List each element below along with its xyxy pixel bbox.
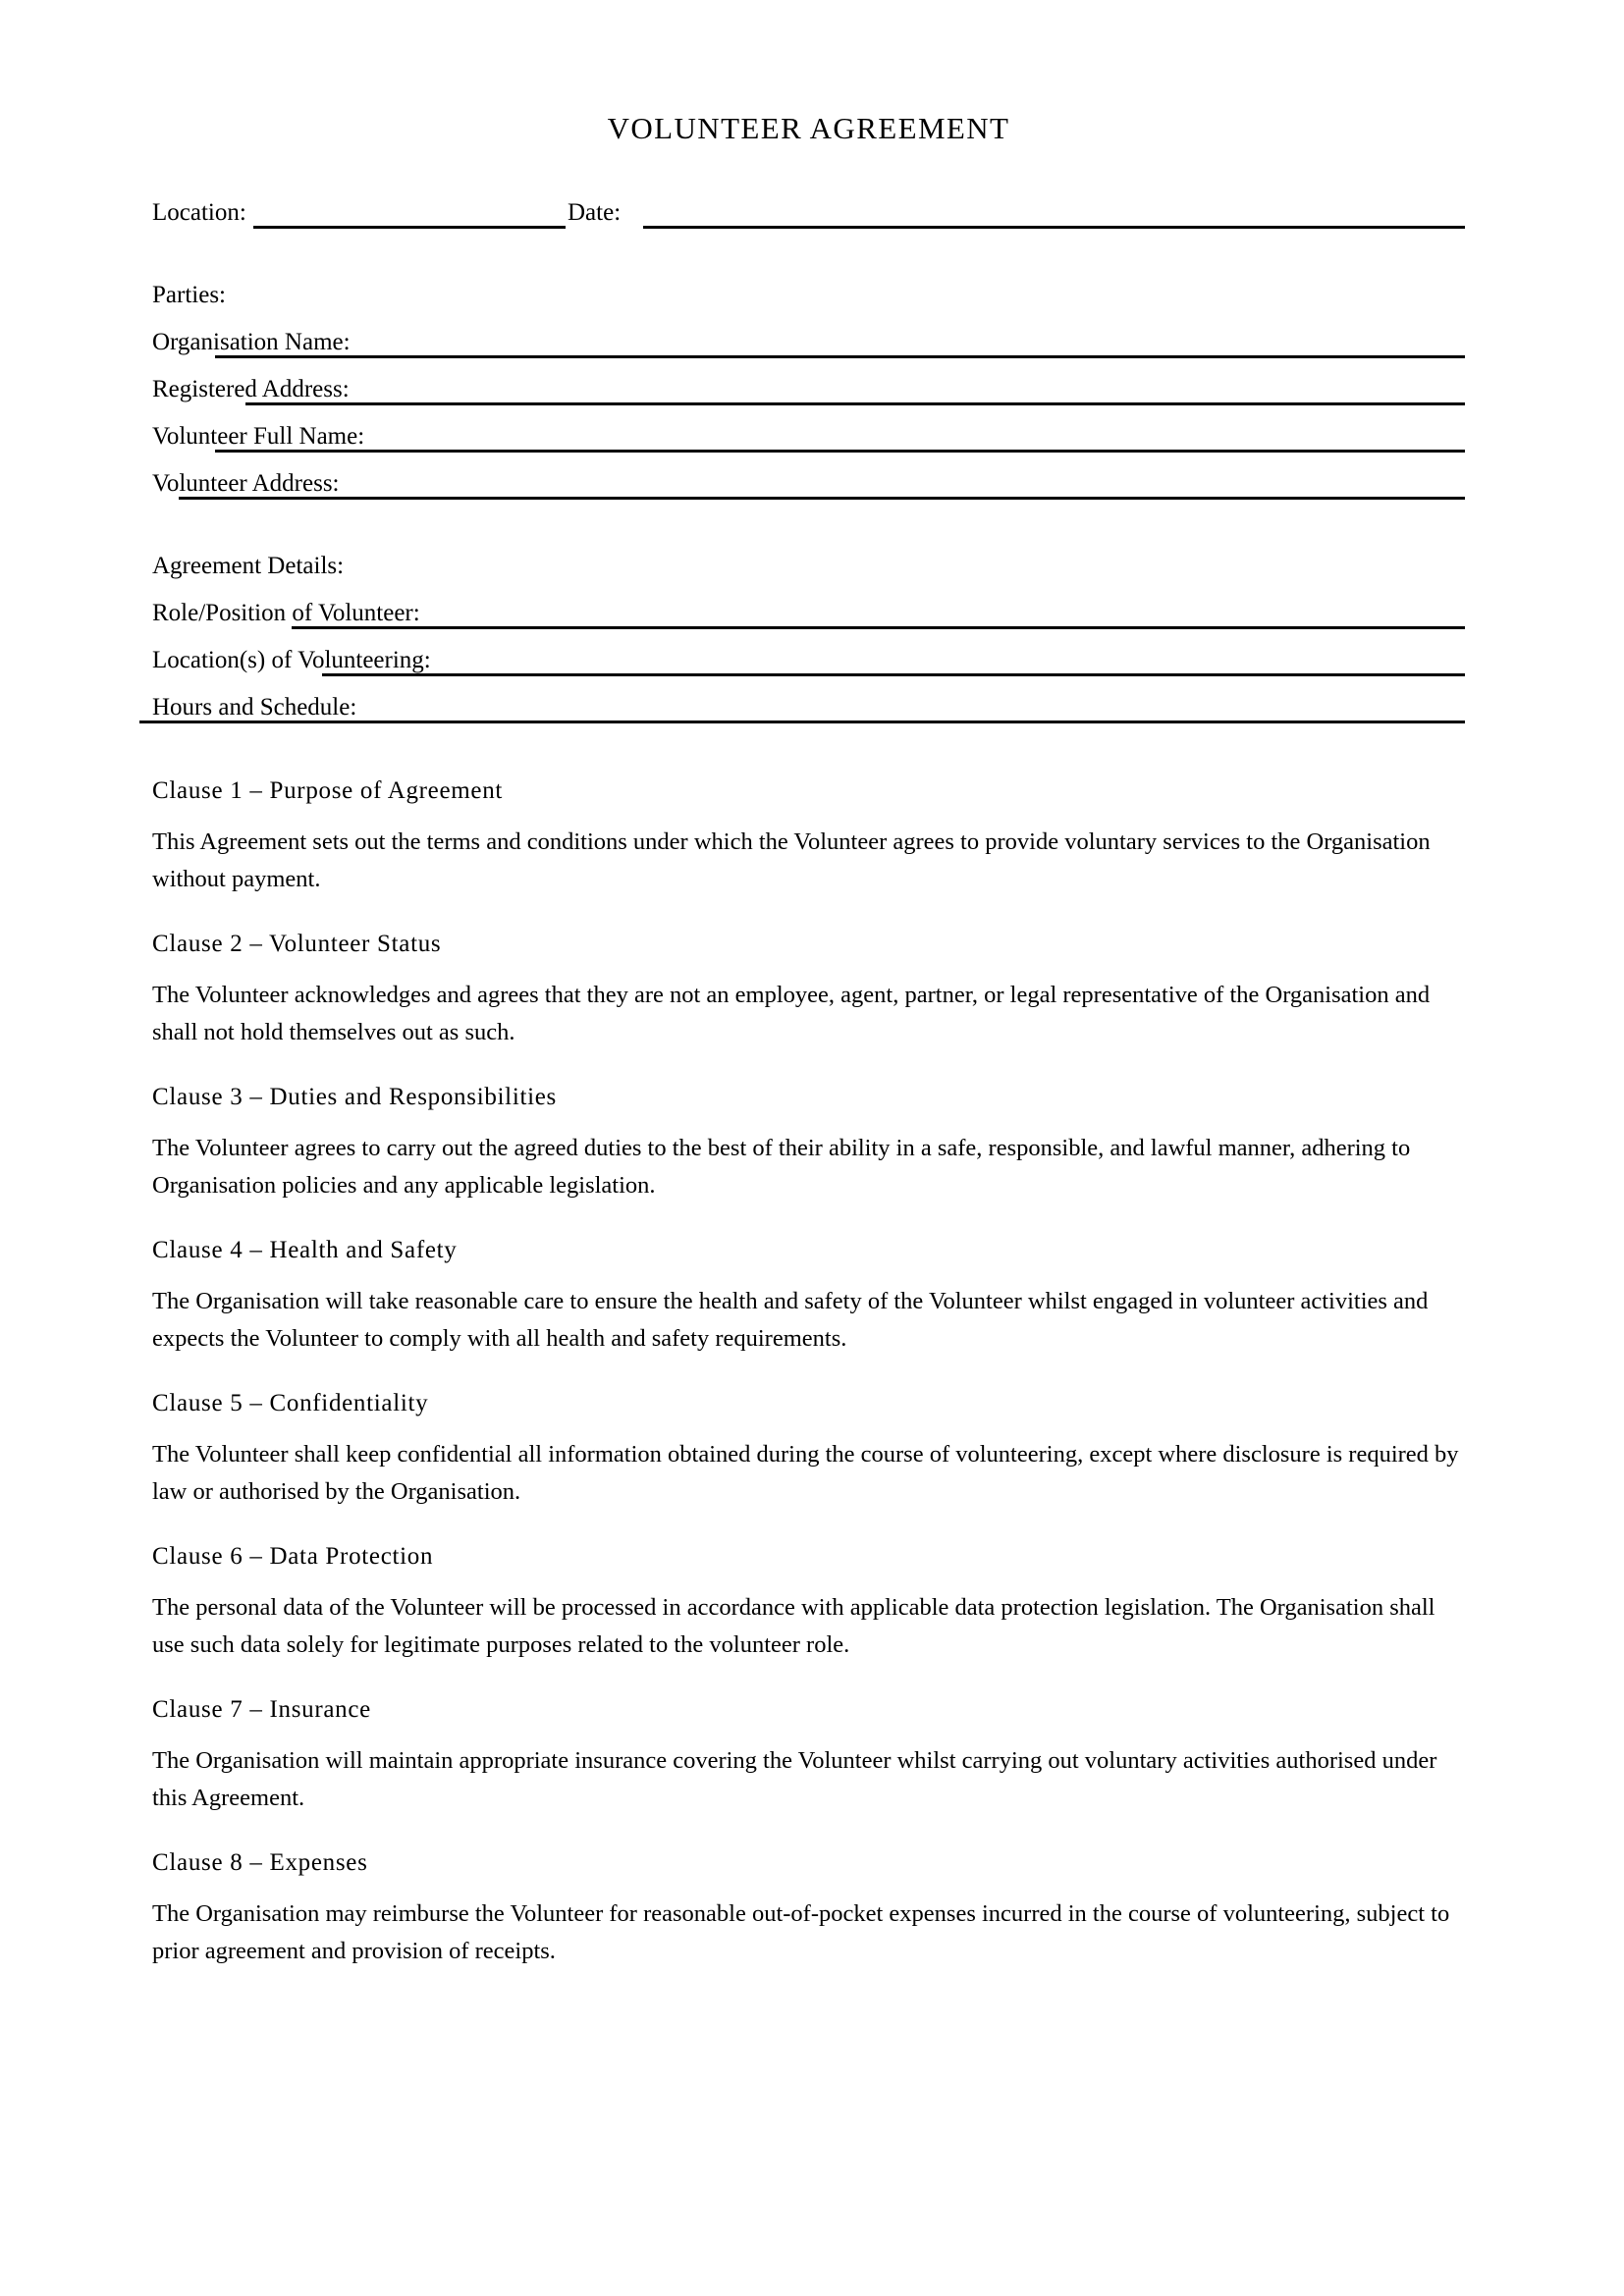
clause-4-body: The Organisation will take reasonable care to ensure the health and safety of the Volunteer whilst engaged in volunteer activities and expects the Volunteer to comply with all health and safety requirements. (152, 1288, 1429, 1353)
clause-3-heading: Clause 3 – Duties and Responsibilities (152, 1084, 557, 1111)
location-label: Location: (152, 199, 246, 227)
field-row-hours-and-schedule (152, 684, 1465, 731)
field-row-role-position (152, 590, 1465, 637)
clause-6-body: The personal data of the Volunteer will be processed in accordance with applicable data protection legislation. The Organisation shall use such data solely for legitimate purposes related to the volunteer role. (152, 1594, 1435, 1659)
clause-8 (152, 1846, 1465, 1970)
location-input-line[interactable] (253, 226, 566, 229)
clause-3-body: The Volunteer agrees to carry out the agreed duties to the best of their ability in a safe, responsible, and lawful manner, adhering to Organisation policies and any applicable legislation. (152, 1135, 1411, 1200)
document-content (152, 0, 1465, 2000)
clause-7-heading: Clause 7 – Insurance (152, 1696, 371, 1724)
clause-7-body: The Organisation will maintain appropriate insurance covering the Volunteer whilst carrying out voluntary activities authorised under this Agreement. (152, 1747, 1437, 1812)
parties-block (152, 272, 1465, 507)
clause-6 (152, 1540, 1465, 1664)
volunteer-address-label: Volunteer Address: (152, 470, 340, 498)
field-row-organisation-name (152, 319, 1465, 366)
clause-5 (152, 1387, 1465, 1511)
clause-8-heading: Clause 8 – Expenses (152, 1849, 368, 1877)
hours-and-schedule-label: Hours and Schedule: (152, 694, 357, 721)
registered-address-label: Registered Address: (152, 376, 350, 403)
parties-section-label: Parties: (152, 282, 226, 309)
clause-5-heading: Clause 5 – Confidentiality (152, 1390, 429, 1417)
locations-of-volunteering-input-line[interactable] (322, 673, 1465, 676)
clause-2-body: The Volunteer acknowledges and agrees that they are not an employee, agent, partner, or legal representative of the Organisation and shall not hold themselves out as such. (152, 982, 1431, 1046)
page-title: VOLUNTEER AGREEMENT (607, 111, 1010, 145)
organisation-name-input-line[interactable] (215, 355, 1465, 358)
clause-5-body: The Volunteer shall keep confidential all information obtained during the course of volunteering, except where disclosure is required by law or authorised by the Organisation. (152, 1441, 1459, 1506)
clause-7 (152, 1693, 1465, 1817)
date-label: Date: (568, 199, 622, 227)
header-fields-block (152, 189, 1465, 237)
header-parties-spacer (152, 237, 1465, 272)
field-row-registered-address (152, 366, 1465, 413)
clause-6-heading: Clause 6 – Data Protection (152, 1543, 434, 1571)
volunteer-full-name-label: Volunteer Full Name: (152, 423, 365, 451)
clause-2 (152, 928, 1465, 1051)
clause-4 (152, 1234, 1465, 1358)
parties-details-spacer (152, 507, 1465, 543)
registered-address-input-line[interactable] (245, 402, 1465, 405)
details-clauses-spacer (152, 731, 1465, 774)
agreement-details-section-label: Agreement Details: (152, 553, 345, 580)
clause-2-heading: Clause 2 – Volunteer Status (152, 931, 442, 958)
locations-of-volunteering-label: Location(s) of Volunteering: (152, 647, 431, 674)
clause-1-body: This Agreement sets out the terms and conditions under which the Volunteer agrees to provide voluntary services to the Organisation without payment. (152, 828, 1431, 893)
date-input-line[interactable] (643, 226, 1465, 229)
location-date-row (152, 189, 1465, 237)
clauses-section (152, 774, 1465, 1970)
agreement-details-block (152, 543, 1465, 731)
volunteer-full-name-input-line[interactable] (215, 450, 1465, 453)
clause-1 (152, 774, 1465, 898)
field-row-volunteer-address (152, 460, 1465, 507)
hours-and-schedule-input-line[interactable] (139, 721, 1465, 723)
field-row-locations-of-volunteering (152, 637, 1465, 684)
role-position-input-line[interactable] (292, 626, 1465, 629)
organisation-name-label: Organisation Name: (152, 329, 351, 356)
clause-8-body: The Organisation may reimburse the Volunteer for reasonable out-of-pocket expenses incurred in the course of volunteering, subject to prior agreement and provision of receipts. (152, 1900, 1450, 1965)
clause-3 (152, 1081, 1465, 1204)
role-position-label: Role/Position of Volunteer: (152, 600, 420, 627)
volunteer-address-input-line[interactable] (179, 497, 1465, 500)
title-spacer (152, 146, 1465, 189)
clause-4-heading: Clause 4 – Health and Safety (152, 1237, 458, 1264)
clause-1-heading: Clause 1 – Purpose of Agreement (152, 777, 504, 805)
field-row-volunteer-full-name (152, 413, 1465, 460)
